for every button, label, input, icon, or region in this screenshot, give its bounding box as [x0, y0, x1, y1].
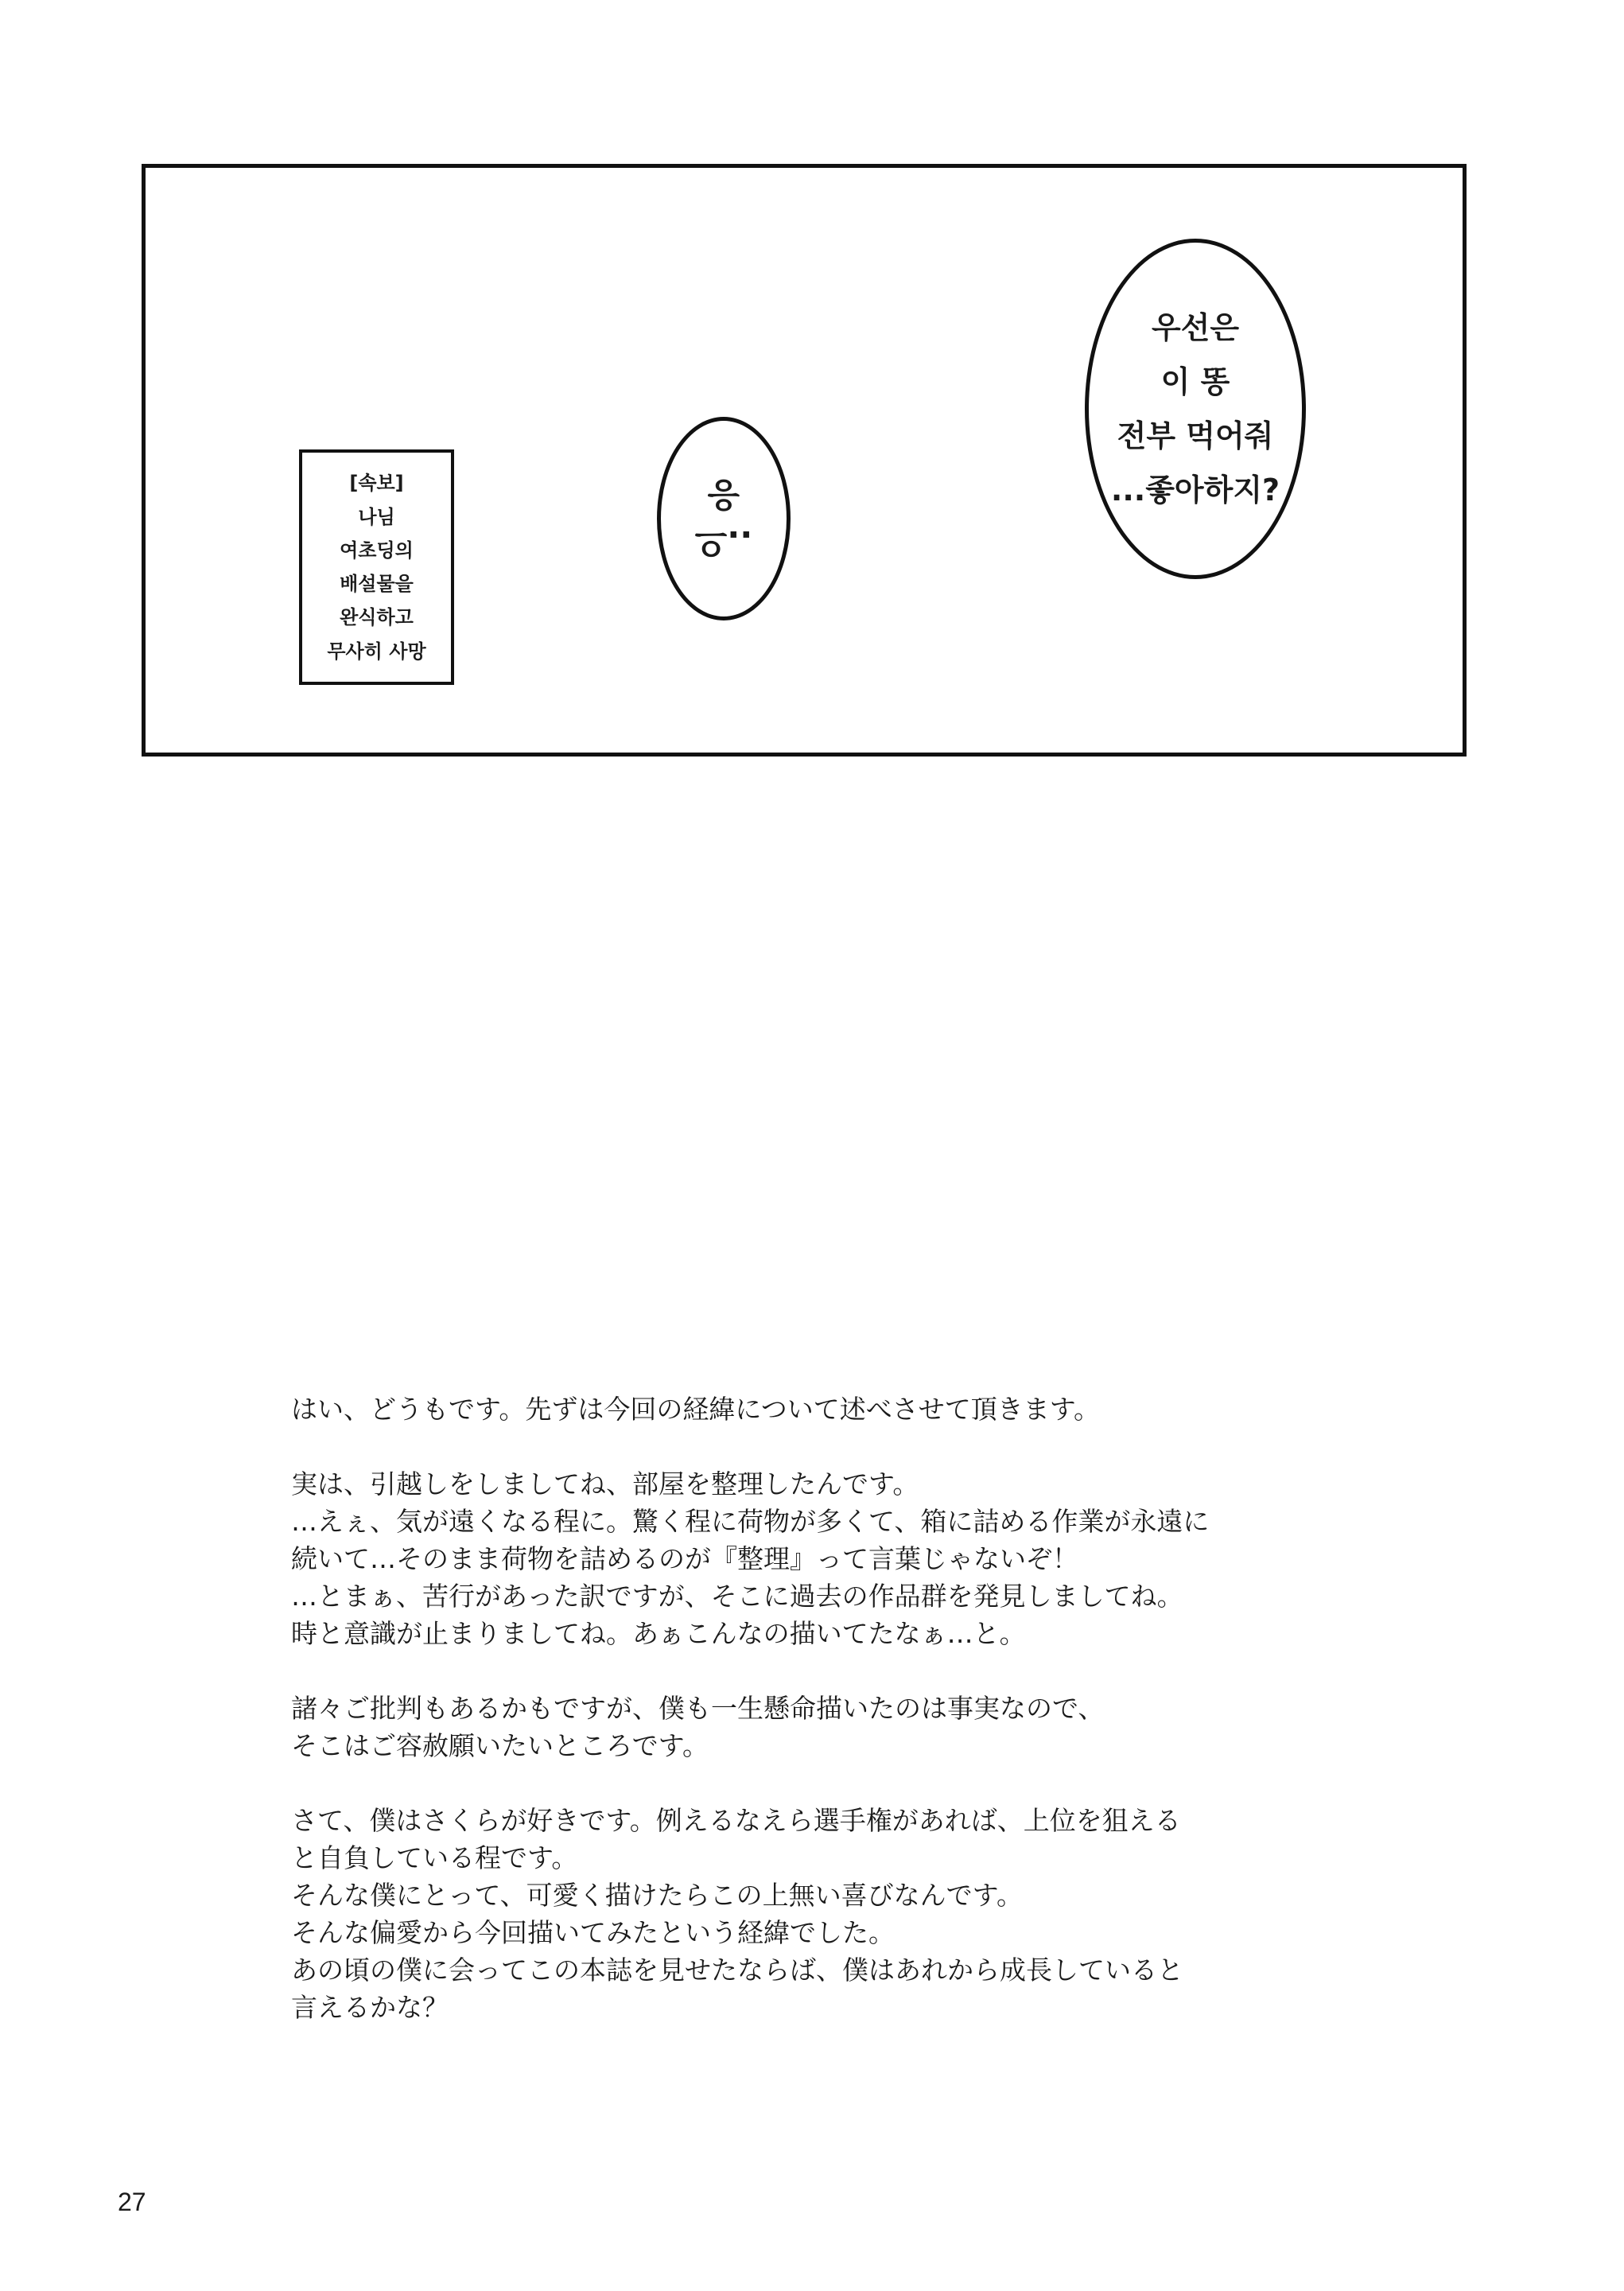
news-flash-line: 여초딩의	[340, 539, 414, 562]
afterword-line: そんな僕にとって、可愛く描けたらこの上無い喜びなんです。	[291, 1880, 1024, 1911]
afterword-line: 続いて…そのまま荷物を詰めるのが『整理』って言葉じゃないぞ！	[291, 1543, 1078, 1574]
news-flash-line: 무사히 사망	[327, 640, 426, 663]
afterword-line: さて、僕はさくらが好きです。例えるなえら選手権があれば、上位を狙える	[291, 1805, 1181, 1836]
afterword-line: …とまぁ、苦行があった訳ですが、そこに過去の作品群を発見しましてね。	[291, 1581, 1183, 1612]
speech-line: 전부 먹어줘	[1117, 418, 1274, 453]
news-flash-line: 나님	[358, 505, 395, 528]
speech-line: 이 똥	[1160, 364, 1230, 399]
speech-line: 우선은	[1151, 310, 1240, 345]
afterword-line: はい、どうもです。先ずは今回の経緯について述べさせて頂きます。	[291, 1394, 1101, 1425]
news-flash-box	[299, 449, 454, 685]
speech-bubble-small	[657, 417, 791, 620]
afterword-line: 諸々ご批判もあるかもですが、僕も一生懸命描いたのは事実なので、	[291, 1693, 1105, 1724]
page-number: 27	[118, 2188, 146, 2216]
afterword-line: そこはご容赦願いたいところです。	[291, 1730, 709, 1761]
afterword-line: そんな偏愛から今回描いてみたという経緯でした。	[291, 1917, 895, 1948]
news-flash-label: [속보]	[349, 472, 404, 495]
afterword-text	[291, 1391, 1325, 2026]
afterword-line: 言えるかな？	[291, 1992, 449, 2023]
speech-bubble-small-text	[694, 476, 753, 562]
afterword-line: 時と意識が止まりましてね。あぁこんなの描いてたなぁ…と。	[291, 1618, 1026, 1649]
speech-line: ..으	[694, 523, 753, 562]
speech-line: 응	[707, 476, 740, 515]
news-flash-line: 완식하고	[340, 606, 414, 629]
news-flash-line: 배설물을	[340, 573, 414, 596]
afterword-line: あの頃の僕に会ってこの本誌を見せたならば、僕はあれから成長していると	[291, 1955, 1183, 1986]
speech-line: ...좋아하지?	[1110, 473, 1280, 508]
afterword-line: …えぇ、気が遠くなる程に。驚く程に荷物が多くて、箱に詰める作業が永遠に	[291, 1506, 1210, 1537]
afterword-line: 実は、引越しをしましてね、部屋を整理したんです。	[291, 1468, 919, 1499]
afterword-line: と自負している程です。	[291, 1842, 578, 1873]
speech-bubble-large	[1085, 239, 1306, 579]
